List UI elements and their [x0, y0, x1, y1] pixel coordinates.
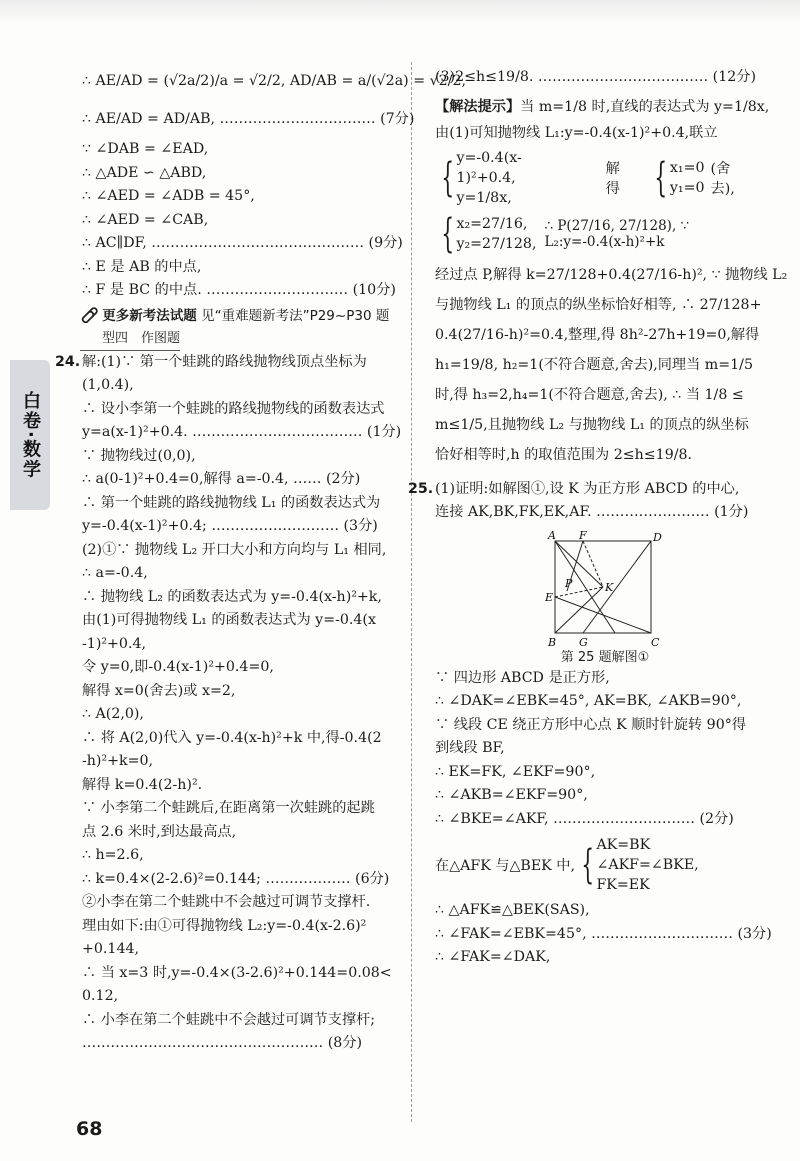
hint-line: m≤1/5,且抛物线 L₂ 与抛物线 L₁ 的顶点的纵坐标 [435, 416, 749, 433]
figure-svg [545, 529, 665, 649]
q25-line: ∴ ∠AKB=∠EKF=90°, [435, 787, 588, 803]
q24-line: ∴ 设小李第一个蛙跳的路线抛物线的函数表达式 [82, 400, 385, 417]
label-c: C [651, 635, 660, 649]
q24-line: 0.12, [82, 988, 119, 1004]
q25-text: (1)证明:如解图①,设 K 为正方形 ABCD 的中心, [435, 480, 740, 497]
segment [555, 541, 603, 587]
column-divider [411, 62, 412, 1122]
hint-line [435, 92, 770, 122]
q24-line: -1)²+0.4, [82, 635, 147, 652]
q24-line: ∴ a=-0.4, [82, 565, 148, 581]
equation: y₁=0 [669, 179, 705, 196]
equation: y=1/8x, [456, 189, 512, 206]
hint-line: 由(1)可知抛物线 L₁:y=-0.4(x-1)²+0.4,联立 [435, 125, 718, 141]
label-e: E [545, 590, 554, 604]
question-number: 25. [408, 480, 434, 497]
hint-line: 0.4(27/16-h)²=0.4,整理,得 8h²-27h+19=0,解得 [435, 326, 760, 343]
hint-text: 当 m=1/8 时,直线的表达式为 y=1/8x, [520, 99, 770, 115]
q24-line: ∴ h=2.6, [82, 847, 144, 863]
side-tab-label: 白卷·数学 [20, 390, 41, 480]
text-line: ∴ ∠AED = ∠ADB = 45°, [82, 188, 255, 204]
page-number: 68 [76, 1118, 103, 1140]
q24-line: ∵ 抛物线过(0,0), [82, 447, 196, 464]
equation: FK=EK [596, 877, 650, 893]
q24-line: ∴ 当 x=3 时,y=-0.4×(3-2.6)²+0.144=0.08< [82, 964, 392, 981]
new-test-banner [80, 305, 394, 351]
segment [583, 541, 603, 587]
text-line: ∴ F 是 BC 的中点. ………………………… (10分) [82, 282, 396, 298]
hint-line: h₁=19/8, h₂=1(不符合题意,舍去),同理当 m=1/5 [435, 356, 753, 373]
side-tab [10, 360, 50, 510]
q24-line: ∴ a(0-1)²+0.4=0,解得 a=-0.4, …… (2分) [82, 471, 361, 487]
segment [555, 587, 603, 597]
equation: y₂=27/128, [456, 235, 537, 252]
hint-label: 【解法提示】 [435, 99, 521, 115]
question-number: 24. [55, 353, 81, 370]
right-column [408, 62, 788, 970]
q24-line: (1,0.4), [82, 377, 134, 393]
q24-line: 解得 k=0.4(2-h)². [82, 776, 203, 793]
q24-line: -h)²+k=0, [82, 753, 154, 769]
label-g: G [579, 635, 588, 649]
segment [555, 587, 603, 633]
text-line: ∴ AE/AD = AD/AB, …………………………… (7分) [82, 111, 415, 127]
segment [555, 597, 651, 633]
equation: ∠AKF=∠BKE, [596, 857, 699, 873]
q25-line: ∴ ∠BKE=∠AKF, ………………………… (2分) [435, 810, 734, 827]
q25-line: ∵ 线段 CE 绕正方形中心点 K 顺时针旋转 90°得 [435, 716, 747, 733]
equation-system [435, 148, 753, 208]
hint-line: 经过点 P,解得 k=27/128+0.4(27/16-h)², ∵ 抛物线 L₂ [435, 266, 788, 283]
geometry-figure [545, 529, 665, 667]
q24-line: 点 2.6 米时,到达最高点, [82, 823, 237, 840]
q24-line: 由(1)可得抛物线 L₁ 的函数表达式为 y=-0.4(x [82, 612, 376, 628]
q24-line: ∴ k=0.4×(2-2.6)²=0.144; ……………… (6分) [82, 870, 390, 887]
label-k: K [605, 580, 614, 594]
q25-line: ∴ △AFK≌△BEK(SAS), [435, 902, 590, 918]
text-line: ∵ ∠DAB = ∠EAD, [82, 141, 209, 157]
q24-line: ∵ 小李第二个蛙跳后,在距离第一次蛙跳的起跳 [82, 800, 375, 816]
q25-line: ∴ ∠FAK=∠EBK=45°, ………………………… (3分) [435, 925, 772, 942]
equation-system [435, 835, 753, 895]
q24-line: ∴ 第一个蛙跳的路线抛物线 L₁ 的函数表达式为 [82, 494, 381, 511]
segment [583, 541, 651, 633]
q25-line [408, 478, 753, 502]
link-icon [80, 307, 98, 323]
label-a: A [548, 528, 556, 542]
brace: { [441, 210, 455, 257]
label-p: P [565, 576, 573, 590]
q25-line: ∵ 四边形 ABCD 是正方形, [435, 669, 610, 686]
hint-line: 与抛物线 L₁ 的顶点的纵坐标恰好相等, ∴ 27/128+ [435, 296, 762, 313]
new-test-head: 更多新考法试题 [102, 307, 197, 324]
solve-word: 解 得 [605, 160, 620, 197]
new-test-type: 型四 作图题 [80, 328, 180, 351]
text-line: ∴ E 是 AB 的中点, [82, 258, 202, 275]
q24-line: +0.144, [82, 941, 140, 957]
hint-line: 时,得 h₃=2,h₄=1(不符合题意,舍去), ∴ 当 1/8 ≤ [435, 386, 744, 403]
hint-line: 恰好相等时,h 的取值范围为 2≤h≤19/8. [435, 446, 693, 463]
q24-line: y=a(x-1)²+0.4. ……………………………… (1分) [82, 424, 402, 440]
triangle-intro: 在△AFK 与△BEK 中, [435, 858, 575, 874]
q24-line: ∴ 将 A(2,0)代入 y=-0.4(x-h)²+k 中,得-0.4(2 [82, 729, 382, 746]
q24-line: ∴ 小李在第二个蛙跳中不会越过可调节支撑杆; [82, 1011, 376, 1028]
text-line: (3)2≤h≤19/8. ……………………………… (12分) [435, 69, 756, 85]
figure-caption: 第 25 题解图① [560, 649, 650, 665]
new-test-ref: 见“重难题新考法”P29~P30 题 [201, 307, 390, 324]
label-b: B [548, 635, 557, 649]
q25-line: 连接 AK,BK,FK,EK,AF. …………………… (1分) [435, 504, 749, 520]
page-top-shadow [0, 0, 800, 24]
q24-text: 解:(1)∵ 第一个蛙跳的路线抛物线顶点坐标为 [82, 353, 367, 370]
q24-line: 理由如下:由①可得抛物线 L₂:y=-0.4(x-2.6)² [82, 917, 367, 934]
q24-line: ②小李在第二个蛙跳中不会越过可调节支撑杆. [82, 894, 371, 910]
q24-line [55, 351, 394, 375]
q24-line: y=-0.4(x-1)²+0.4; ……………………… (3分) [82, 518, 378, 534]
text-line: ∴ AE/AD = (√2a/2)/a = √2/2, AD/AB = a/(√2a) = √2/2, [82, 73, 466, 89]
discard-note: (舍 去), [710, 160, 735, 197]
equation: y=-0.4(x-1)²+0.4, [456, 149, 522, 186]
brace: { [581, 842, 595, 888]
brace: { [441, 154, 455, 201]
equation-system [435, 210, 753, 257]
label-f: F [579, 528, 587, 542]
q24-line: …………………………………………… (8分) [82, 1035, 362, 1051]
label-d: D [653, 530, 662, 544]
q24-line: (2)①∵ 抛物线 L₂ 开口大小和方向均与 L₁ 相同, [82, 541, 387, 558]
equation: x₂=27/16, [456, 215, 528, 232]
q24-line: ∴ 抛物线 L₂ 的函数表达式为 y=-0.4(x-h)²+k, [82, 588, 382, 605]
brace: { [654, 154, 668, 201]
q24-line: 解得 x=0(舍去)或 x=2, [82, 682, 236, 699]
equation: ∴ P(27/16, 27/128), ∵ L₂:y=-0.4(x-h)²+k [544, 217, 690, 250]
q25-line: ∴ ∠FAK=∠DAK, [435, 949, 551, 965]
equation: AK=BK [596, 837, 651, 853]
q25-line: ∴ EK=FK, ∠EKF=90°, [435, 763, 596, 780]
equation: x₁=0 [669, 159, 705, 176]
q24-line: 令 y=0,即-0.4(x-1)²+0.4=0, [82, 659, 274, 675]
q25-line: 到线段 BF, [435, 740, 505, 756]
text-line: ∴ △ADE ∽ △ABD, [82, 164, 207, 181]
text-line: ∴ AC∥DF, ……………………………………… (9分) [82, 235, 403, 251]
q24-line: ∴ A(2,0), [82, 706, 144, 722]
text-line: ∴ ∠AED = ∠CAB, [82, 211, 209, 228]
q25-line: ∴ ∠DAK=∠EBK=45°, AK=BK, ∠AKB=90°, [435, 693, 742, 709]
